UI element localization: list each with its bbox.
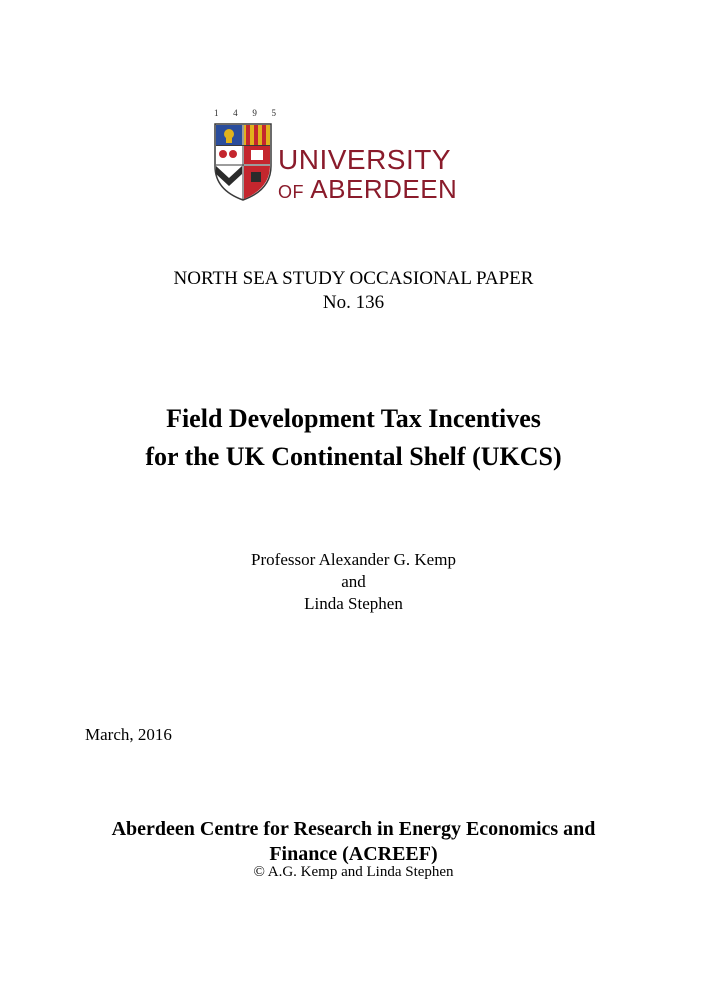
research-centre-name xyxy=(0,817,707,867)
paper-number: No. 136 xyxy=(322,292,385,313)
centre-line-1: Aberdeen Centre for Research in Energy Economics and xyxy=(111,818,596,840)
author-2: Linda Stephen xyxy=(304,594,403,613)
copyright-notice: © A.G. Kemp and Linda Stephen xyxy=(253,864,454,880)
series-name: NORTH SEA STUDY OCCASIONAL PAPER xyxy=(173,268,534,289)
wordmark-university: UNIVERSITY xyxy=(278,144,452,175)
author-conjunction: and xyxy=(341,572,366,591)
year-digit: 1 xyxy=(214,108,219,118)
year-digit: 9 xyxy=(252,108,257,118)
wordmark-of-aberdeen xyxy=(278,176,457,205)
wordmark-aberdeen: ABERDEEN xyxy=(310,174,458,204)
year-digit: 5 xyxy=(271,108,276,118)
year-digit: 4 xyxy=(233,108,238,118)
title-line-1: Field Development Tax Incentives xyxy=(166,404,541,433)
shield-crest-icon xyxy=(213,122,273,202)
wordmark-of: OF xyxy=(278,182,304,202)
author-1: Professor Alexander G. Kemp xyxy=(251,550,456,569)
centre-line-2: Finance (ACREEF) xyxy=(269,843,438,865)
paper-title xyxy=(0,400,707,476)
series-heading xyxy=(0,267,707,315)
university-wordmark xyxy=(278,146,457,205)
title-line-2: for the UK Continental Shelf (UKCS) xyxy=(145,442,562,471)
publication-date: March, 2016 xyxy=(85,725,172,744)
university-logo xyxy=(210,108,460,208)
founding-year xyxy=(214,108,276,118)
authors-block xyxy=(0,549,707,615)
